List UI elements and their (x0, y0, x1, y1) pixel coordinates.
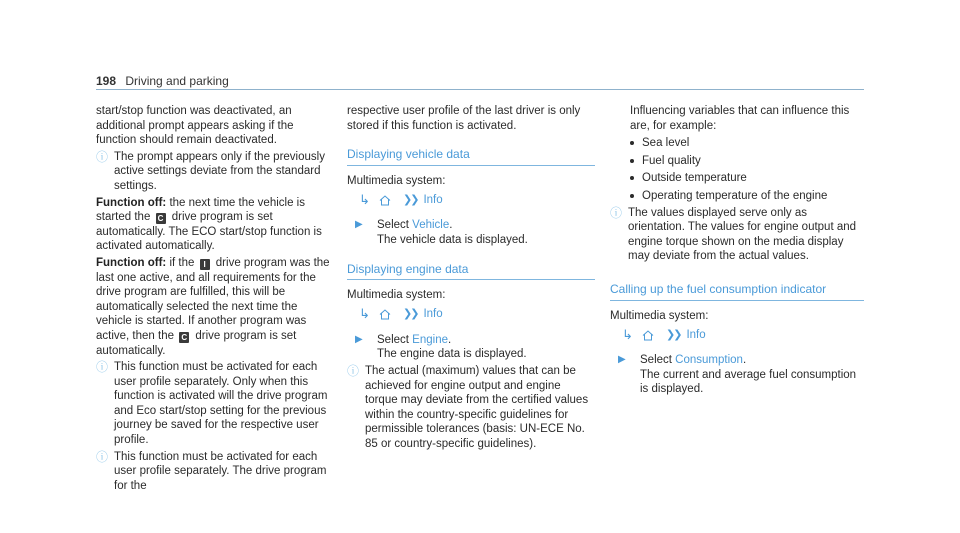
paragraph: start/stop function was deactivated, an additional prompt appears asking if the function should remain deactivated. (96, 105, 294, 147)
section-title-fuel-consumption: Calling up the fuel consumption indicator (610, 282, 864, 301)
info-menu-link[interactable]: Info (423, 194, 443, 207)
step (347, 333, 595, 362)
column-1 (96, 104, 332, 493)
step-triangle-icon: ▶ (355, 333, 363, 345)
text-run: drive program was the last one active, and all requirements for the drive program are fulfilled, this will be automatically selected the next time the vehicle is started. If another program was active, then the (96, 256, 330, 342)
step-result: The vehicle data is displayed. (377, 233, 528, 246)
note (610, 206, 864, 264)
step-triangle-icon: ▶ (618, 354, 626, 366)
info-circle-icon: ⓘ (610, 205, 623, 220)
page-number: 198 (96, 74, 117, 88)
home-icon (642, 330, 654, 341)
header-rule (96, 89, 864, 90)
menu-path (347, 191, 595, 209)
list-item: Fuel quality (630, 154, 864, 169)
note (347, 364, 595, 452)
step-text (377, 218, 528, 233)
column-3 (610, 104, 864, 397)
menu-path-arrow-icon: ↳ (622, 326, 633, 342)
text-run: Select (377, 219, 413, 232)
function-off-label: Function off: (96, 196, 167, 209)
step-result: The current and average fuel consumption is displayed. (640, 368, 857, 396)
info-circle-icon: ⓘ (96, 360, 109, 375)
function-off-paragraph-1 (96, 196, 332, 254)
text-run: the next time the vehicle is started the (96, 196, 305, 224)
text-run: drive program is set automatically. The ECO start/stop function is activated automatically. (96, 211, 322, 253)
home-icon (379, 309, 391, 320)
list-item: Outside temperature (630, 171, 864, 186)
info-circle-icon: ⓘ (96, 149, 109, 164)
home-icon (379, 195, 391, 206)
note (96, 450, 332, 494)
double-chevron-icon: ❯❯ (666, 328, 681, 341)
note-text: The prompt appears only if the previously active settings deviate from the standard settings. (114, 150, 325, 192)
section-title-engine-data: Displaying engine data (347, 262, 595, 281)
note-text: This function must be activated for each user profile separately. The drive program for the (114, 450, 327, 492)
engine-menu-link[interactable]: Engine (412, 333, 448, 346)
function-off-paragraph-2 (96, 256, 332, 358)
consumption-menu-link[interactable]: Consumption (675, 354, 743, 367)
paragraph: respective user profile of the last driver is only stored if this function is activated. (347, 105, 581, 132)
multimedia-label: Multimedia system: (610, 309, 709, 322)
multimedia-label: Multimedia system: (347, 174, 446, 187)
step (347, 218, 595, 247)
page-header (96, 74, 229, 89)
step-text (377, 333, 527, 348)
bullet-list (610, 136, 864, 203)
step-text (640, 353, 864, 368)
text-run: . (742, 354, 747, 367)
text-run: . (449, 219, 453, 232)
info-menu-link[interactable]: Info (686, 328, 706, 341)
note-text: The values displayed serve only as orientation. The values for engine output and engine torque shown on the media display may deviate from the actual values. (628, 206, 857, 263)
multimedia-label: Multimedia system: (347, 289, 446, 302)
individual-key-icon: I (200, 259, 210, 270)
function-off-label: Function off: (96, 256, 167, 269)
step-triangle-icon: ▶ (355, 219, 363, 231)
vehicle-menu-link[interactable]: Vehicle (412, 219, 450, 232)
note-text: This function must be activated for each user profile separately. Only when this function is activated will the drive program and Eco start/stop setting for the previous journey be saved for the respective user profile. (114, 361, 328, 447)
column-2 (347, 104, 595, 452)
section-title-vehicle-data: Displaying vehicle data (347, 147, 595, 166)
menu-path-arrow-icon: ↳ (359, 192, 370, 208)
comfort-key-icon: C (179, 332, 189, 343)
text-run: Select (640, 354, 676, 367)
note-text: The actual (maximum) values that can be achieved for engine output and engine torque may deviate from the certified values within the country-specific guidelines for permissible tolerances (basis: UN-ECE No. 85 or country-specific guidelines). (365, 364, 589, 450)
text-run: drive program is set automatically. (96, 329, 297, 357)
info-menu-link[interactable]: Info (423, 308, 443, 321)
info-circle-icon: ⓘ (96, 449, 109, 464)
menu-path-arrow-icon: ↳ (359, 306, 370, 322)
note (96, 360, 332, 448)
menu-path (610, 326, 864, 344)
double-chevron-icon: ❯❯ (403, 194, 418, 207)
double-chevron-icon: ❯❯ (403, 308, 418, 321)
list-item: Sea level (630, 136, 864, 151)
paragraph: Influencing variables that can influence this are, for example: (630, 105, 850, 132)
text-run: if the (166, 256, 198, 269)
note (96, 150, 332, 194)
comfort-key-icon: C (156, 213, 166, 224)
info-circle-icon: ⓘ (347, 363, 360, 378)
text-run: Select (377, 333, 413, 346)
chapter-title: Driving and parking (125, 74, 229, 88)
step (610, 353, 864, 397)
text-run: . (447, 333, 452, 346)
step-result: The engine data is displayed. (377, 348, 527, 361)
list-item: Operating temperature of the engine (630, 189, 864, 204)
menu-path (347, 306, 595, 324)
